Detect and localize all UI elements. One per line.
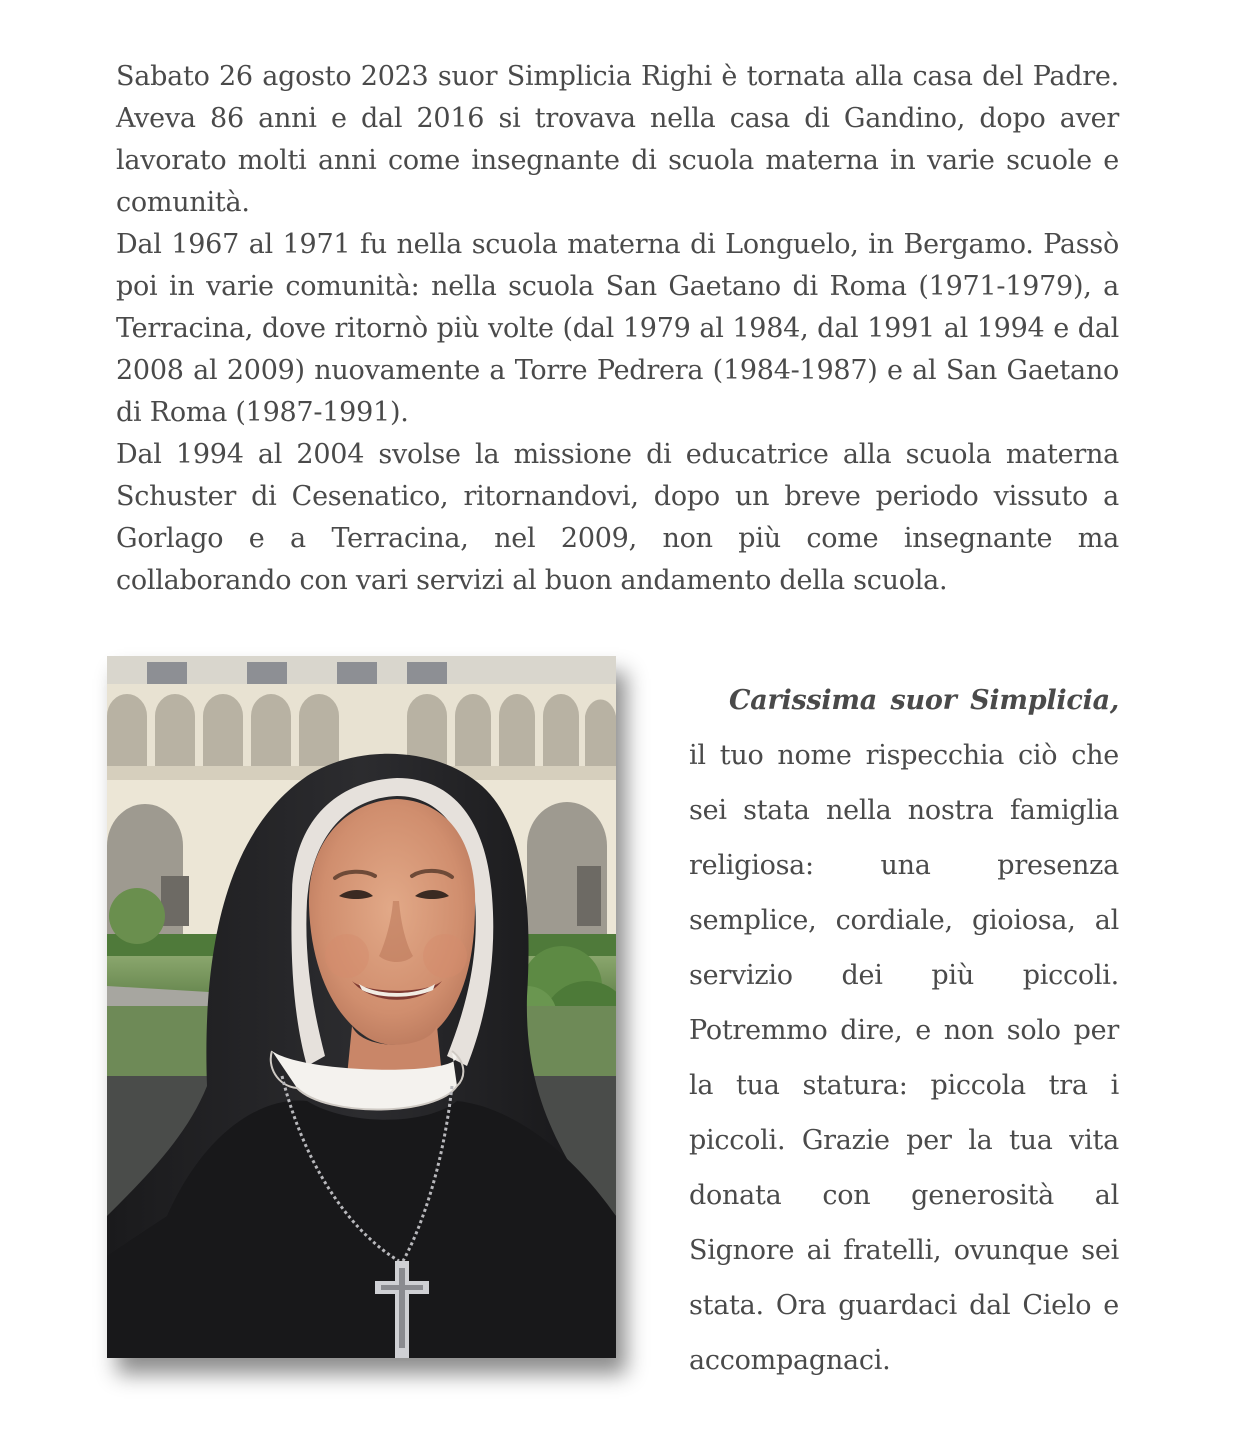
tribute-text [689, 673, 1119, 1388]
tribute-greeting: Carissima suor Simplicia, [729, 685, 1119, 716]
portrait-photo [107, 656, 616, 1358]
portrait-illustration [107, 656, 616, 1358]
intro-paragraph-2: Dal 1967 al 1971 fu nella scuola materna di Longuelo, in Bergamo. Passò poi in varie comunità: nella scuola San Gaetano di Roma (1971-1979), a Terracina, dove ritornò più volte (dal 1979 al 1984, dal 1991 al 1994 e dal 2008 al 2009) nuovamente a Torre Pedrera (1984-1987) e al San Gaetano di Roma (1987-1991). [116, 229, 1119, 428]
intro-paragraph-1: Sabato 26 agosto 2023 suor Simplicia Righi è tornata alla casa del Padre. Aveva 86 anni e dal 2016 si trovava nella casa di Gandino, dopo aver lavorato molti anni come insegnante di scuola materna in varie scuole e comunità. [116, 61, 1119, 218]
tribute-body: il tuo nome rispecchia ciò che sei stata nella nostra famiglia religiosa: una presenza semplice, cordiale, gioiosa, al servizio dei più piccoli. Potremmo dire, e non solo per la tua statura: piccola tra i piccoli. Grazie per la tua vita donata con generosità al Signore ai fratelli, ovunque sei stata. Ora guardaci dal Cielo e accompagnaci. [689, 740, 1119, 1376]
intro-text [116, 56, 1119, 602]
intro-paragraph-3: Dal 1994 al 2004 svolse la missione di educatrice alla scuola materna Schuster di Cesenatico, ritornandovi, dopo un breve periodo vissuto a Gorlago e a Terracina, nel 2009, non più come insegnante ma collaborando con vari servizi al buon andamento della scuola. [116, 439, 1119, 596]
